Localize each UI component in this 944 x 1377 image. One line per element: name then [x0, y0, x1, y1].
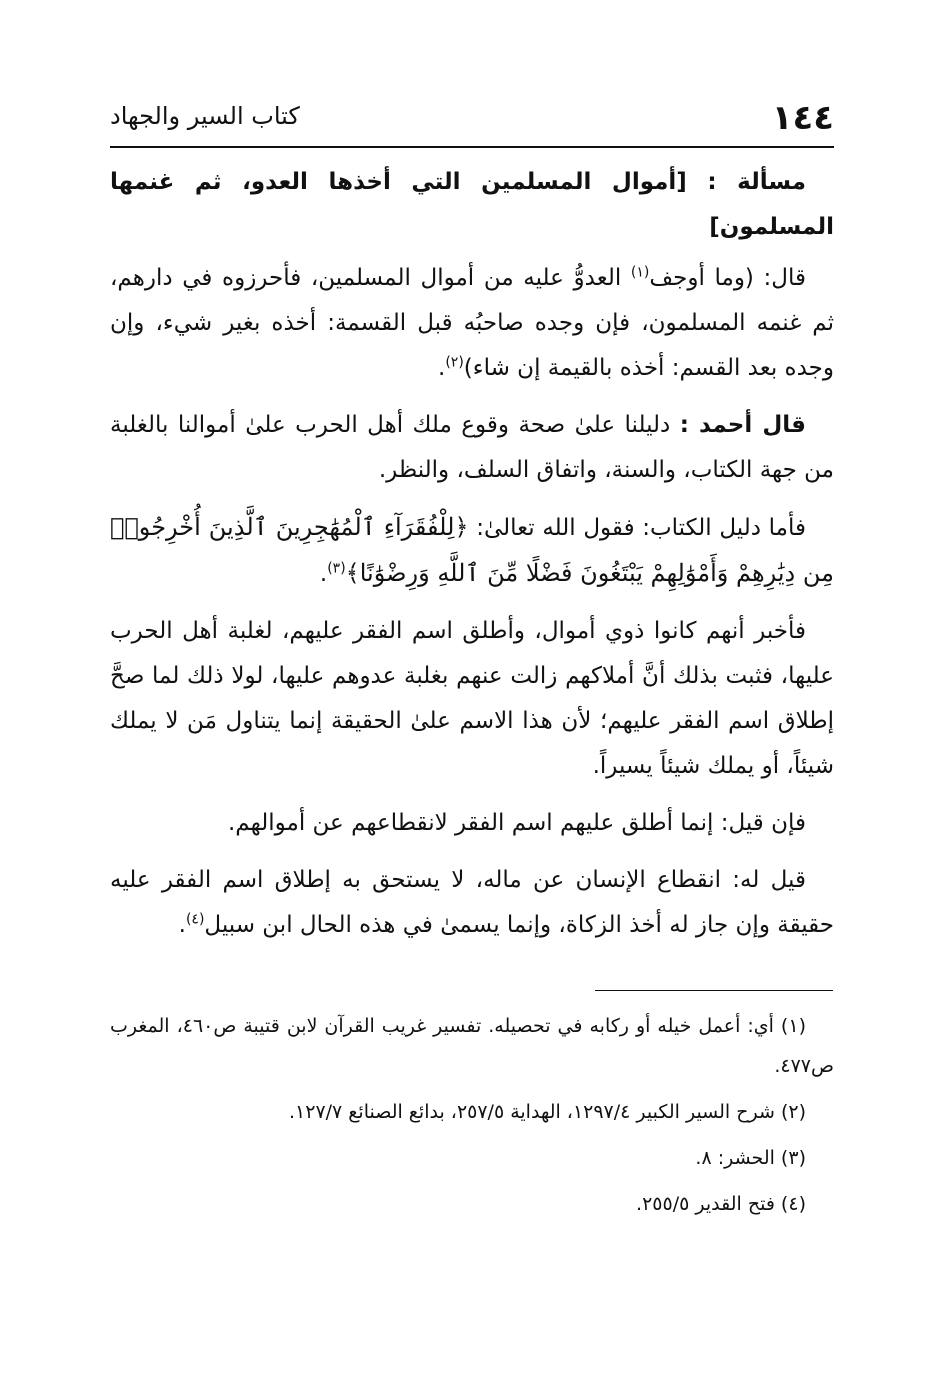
paragraph-1-end: .: [438, 355, 446, 381]
footnote-ref-4[interactable]: (٤): [185, 911, 205, 928]
paragraph-5: فإن قيل: إنما أطلق عليهم اسم الفقر لانقطاعهم عن أموالهم.: [228, 810, 806, 836]
quran-verse: ﴿لِلْفُقَرَآءِ ٱلْمُهَٰجِرِينَ ٱلَّذِينَ أُخْرِجُوا۟ مِن دِيَٰرِهِمْ وَأَمْوَٰلِهِمْ يَبْتَغُونَ فَضْلًا مِّنَ ٱللَّهِ وَرِضْوَٰنًا﴾: [110, 513, 834, 587]
paragraph-6-end: .: [178, 912, 186, 938]
paragraph-4: فأخبر أنهم كانوا ذوي أموال، وأطلق اسم الفقر عليهم، لغلبة أهل الحرب عليها، فثبت بذلك أنَّ أملاكهم زالت عنهم بغلبة عدوهم عليها، لولا ذلك لما صحَّ إطلاق اسم الفقر عليهم؛ لأن هذا الاسم علىٰ الحقيقة إنما يتناول مَن لا يملك شيئاً، أو يملك شيئاً يسيراً.: [110, 618, 834, 779]
paragraph-3-end: .: [319, 561, 328, 587]
footnote-ref-1[interactable]: (١): [630, 264, 650, 281]
footnote-3: (٣) الحشر: ٨.: [695, 1147, 806, 1169]
paragraph-2: [110, 403, 834, 493]
section-heading: [110, 160, 834, 250]
page-number: ١٤٤: [771, 98, 834, 138]
paragraph-6: [110, 858, 834, 948]
footnote-4: (٤) فتح القدير ٢٥٥/٥.: [636, 1193, 806, 1215]
header-divider: [110, 146, 834, 148]
running-header: [110, 92, 834, 144]
paragraph-1: [110, 256, 834, 391]
paragraph-3-text: فأما دليل الكتاب: فقول الله تعالىٰ:: [468, 515, 806, 541]
heading-label: مسألة :: [707, 169, 806, 195]
paragraph-6-text: قيل له: انقطاع الإنسان عن ماله، لا يستحق به إطلاق اسم الفقر عليه حقيقة وإن جاز له أخذ الزكاة، وإنما يسمىٰ في هذه الحال ابن سبيل: [110, 867, 834, 938]
footnote-ref-3[interactable]: (٣): [327, 560, 346, 577]
footnote-2: (٢) شرح السير الكبير ١٢٩٧/٤، الهداية ٢٥٧/٥، بدائع الصنائع ١٢٧/٧.: [288, 1101, 806, 1123]
paragraph-1-text-a: قال: (وما أوجف: [649, 265, 806, 291]
heading-title: [أموال المسلمين التي أخذها العدو، ثم غنمها المسلمون]: [110, 169, 834, 240]
paragraph-3: [110, 505, 834, 597]
footnote-1: (١) أي: أعمل خيله أو ركابه في تحصيله. تفسير غريب القرآن لابن قتيبة ص٤٦٠، المغرب ص٤٧٧.: [110, 1015, 834, 1077]
paragraph-2-text: دليلنا علىٰ صحة وقوع ملك أهل الحرب علىٰ أموالنا بالغلبة من جهة الكتاب، والسنة، واتفاق السلف، والنظر.: [110, 412, 834, 483]
footnote-divider: [595, 990, 833, 991]
paragraph-2-lead: قال أحمد :: [679, 412, 806, 438]
footnotes: [110, 1006, 834, 1230]
book-title: كتاب السير والجهاد: [110, 102, 300, 130]
main-text: [110, 160, 834, 960]
paragraph-1-text-b: العدوُّ عليه من أموال المسلمين، فأحرزوه في دارهم، ثم غنمه المسلمون، فإن وجده صاحبُه قبل القسمة: أخذه بغير شيء، وإن وجده بعد القسم: أخذه بالقيمة إن شاء): [110, 265, 834, 381]
footnote-ref-2[interactable]: (٢): [445, 354, 464, 371]
